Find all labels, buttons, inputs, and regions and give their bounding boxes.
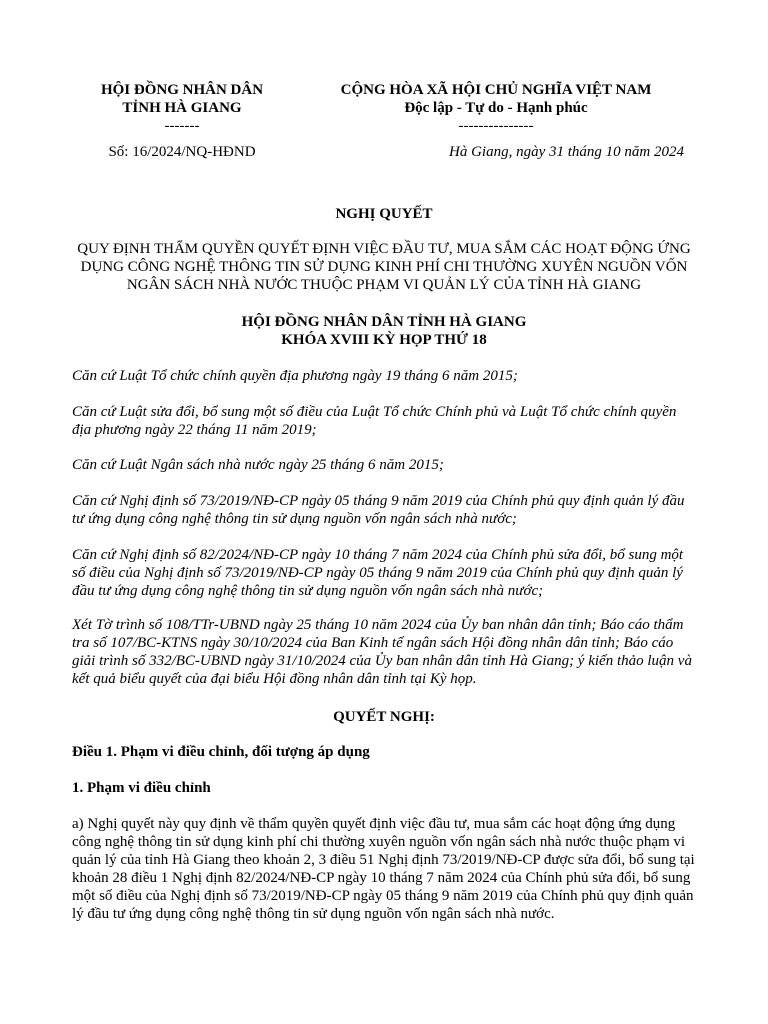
clause-line: công nghệ thông tin sử dụng kinh phí chi thường xuyên nguồn vốn ngân sách nhà nước thuộc phạm vi xyxy=(72,834,686,850)
preamble-line: tra số 107/BC-KTNS ngày 30/10/2024 của Ban Kinh tế ngân sách Hội đồng nhân dân tỉnh; Báo cáo xyxy=(72,635,674,651)
preamble-line: Căn cứ Luật Tổ chức chính quyền địa phương ngày 19 tháng 6 năm 2015; xyxy=(72,368,518,384)
preamble-line: tư ứng dụng công nghệ thông tin sử dụng nguồn vốn ngân sách nhà nước; xyxy=(72,511,517,527)
authority-separator: ------- xyxy=(164,118,200,134)
clause-line: một số điều của Nghị định số 73/2019/NĐ-CP ngày 05 tháng 9 năm 2019 của Chính phủ quy định quản xyxy=(72,888,694,904)
preamble-line: Căn cứ Luật sửa đổi, bổ sung một số điều của Luật Tổ chức Chính phủ và Luật Tổ chức chính quyền xyxy=(72,404,677,420)
clause-line: quản lý của tỉnh Hà Giang theo khoản 2, 3 điều 51 Nghị định 73/2019/NĐ-CP được sửa đổi, bổ sung tại xyxy=(72,852,695,868)
authority-province: TỈNH HÀ GIANG xyxy=(122,100,242,116)
clause-paragraph xyxy=(72,815,698,923)
document-type: NGHỊ QUYẾT xyxy=(335,206,433,222)
decision-heading: QUYẾT NGHỊ: xyxy=(333,709,435,725)
preamble-paragraph xyxy=(72,456,698,474)
preamble-line: đầu tư ứng dụng công nghệ thông tin sử dụng nguồn vốn ngân sách nhà nước; xyxy=(72,583,544,599)
clause-line: a) Nghị quyết này quy định về thẩm quyền quyết định việc đầu tư, mua sắm các hoạt động ứng dụng xyxy=(72,816,676,832)
document-subject xyxy=(72,240,696,294)
preamble-line: số điều của Nghị định số 73/2019/NĐ-CP ngày 05 tháng 9 năm 2019 của Chính phủ quy định quản lý xyxy=(72,565,683,581)
clause-line: khoản 28 điều 1 Nghị định 82/2024/NĐ-CP ngày 10 tháng 7 năm 2024 của Chính phủ sửa đổi, bổ sung xyxy=(72,870,691,886)
article-heading: Điều 1. Phạm vi điều chỉnh, đối tượng áp dụng xyxy=(72,744,370,760)
preamble-line: Xét Tờ trình số 108/TTr-UBND ngày 25 tháng 10 năm 2024 của Ủy ban nhân dân tỉnh; Báo cáo thẩm xyxy=(72,617,684,633)
clause-line: lý đầu tư ứng dụng công nghệ thông tin sử dụng nguồn vốn ngân sách nhà nước. xyxy=(72,906,555,922)
national-motto: Độc lập - Tự do - Hạnh phúc xyxy=(404,100,588,116)
issuer-heading xyxy=(72,313,696,349)
preamble-line: Căn cứ Nghị định số 82/2024/NĐ-CP ngày 10 tháng 7 năm 2024 của Chính phủ sửa đổi, bổ sung một xyxy=(72,547,684,563)
country-name: CỘNG HÒA XÃ HỘI CHỦ NGHĨA VIỆT NAM xyxy=(340,82,652,98)
preamble-paragraph xyxy=(72,367,698,385)
subject-line: NGÂN SÁCH NHÀ NƯỚC THUỘC PHẠM VI QUẢN LÝ CỦA TỈNH HÀ GIANG xyxy=(126,277,642,293)
preamble-line: kết quả biểu quyết của đại biểu Hội đồng nhân dân tỉnh tại Kỳ họp. xyxy=(72,671,477,687)
preamble-line: Căn cứ Nghị định số 73/2019/NĐ-CP ngày 05 tháng 9 năm 2019 của Chính phủ quy định quản lý đầu xyxy=(72,493,685,509)
issuer-session: KHÓA XVIII KỲ HỌP THỨ 18 xyxy=(281,332,487,348)
authority-name: HỘI ĐỒNG NHÂN DÂN xyxy=(100,82,264,98)
preamble-line: Căn cứ Luật Ngân sách nhà nước ngày 25 tháng 6 năm 2015; xyxy=(72,457,444,473)
preamble-paragraph xyxy=(72,546,698,600)
document-number: Số: 16/2024/NQ-HĐND xyxy=(108,144,256,160)
subject-line: QUY ĐỊNH THẨM QUYỀN QUYẾT ĐỊNH VIỆC ĐẦU TƯ, MUA SẮM CÁC HOẠT ĐỘNG ỨNG xyxy=(77,241,691,257)
preamble-paragraph xyxy=(72,403,698,439)
motto-separator: --------------- xyxy=(458,118,534,134)
preamble-paragraph xyxy=(72,492,698,528)
preamble-line: giải trình số 332/BC-UBND ngày 31/10/2024 của Ủy ban nhân dân tỉnh Hà Giang; ý kiến thảo luận và xyxy=(72,653,692,669)
issue-date: Hà Giang, ngày 31 tháng 10 năm 2024 xyxy=(449,144,684,160)
preamble-line: địa phương ngày 22 tháng 11 năm 2019; xyxy=(72,422,317,438)
issuing-authority-block xyxy=(72,81,292,135)
issuer-name: HỘI ĐỒNG NHÂN DÂN TỈNH HÀ GIANG xyxy=(241,314,527,330)
section-heading: 1. Phạm vi điều chỉnh xyxy=(72,780,211,796)
subject-line: DỤNG CÔNG NGHỆ THÔNG TIN SỬ DỤNG KINH PHÍ CHI THƯỜNG XUYÊN NGUỒN VỐN xyxy=(80,259,688,275)
national-motto-block xyxy=(318,81,674,135)
preamble-paragraph xyxy=(72,616,698,688)
